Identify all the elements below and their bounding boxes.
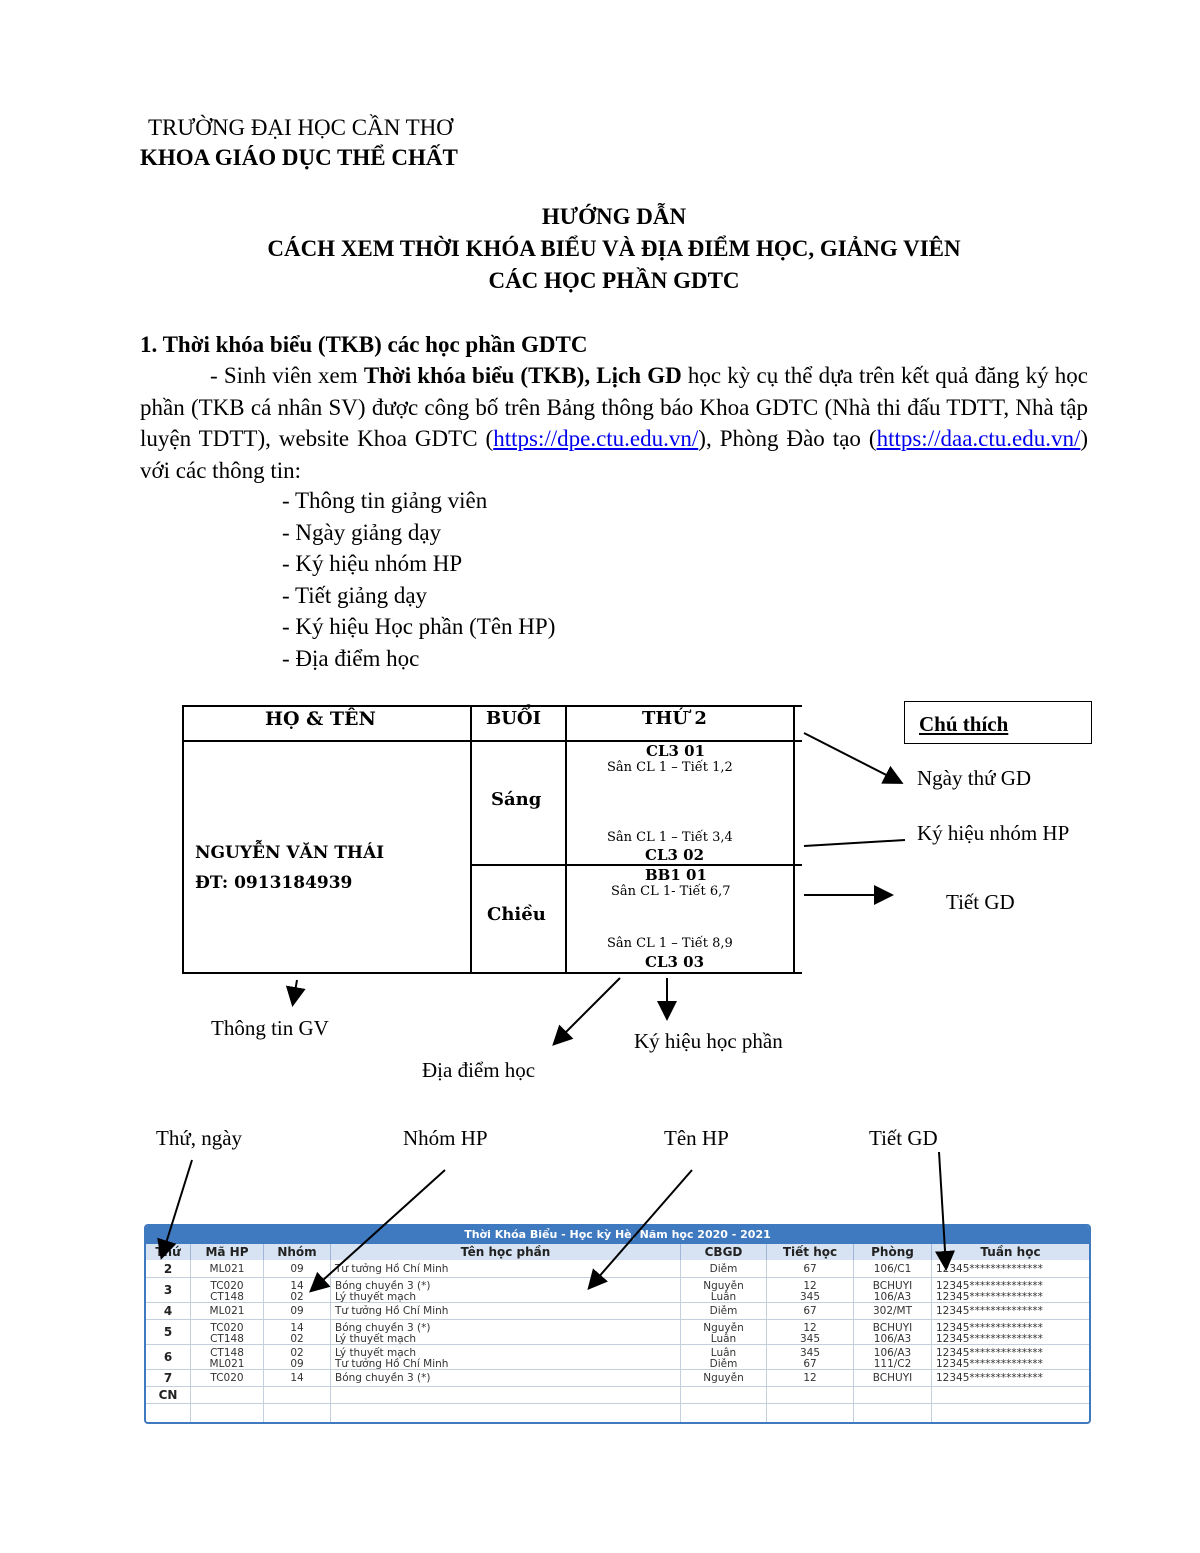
timetable-cell: 302/MT bbox=[872, 1305, 913, 1317]
bullet-item: - Ký hiệu Học phần (Tên HP) bbox=[282, 614, 556, 639]
timetable-cell: 111/C2 bbox=[873, 1358, 912, 1370]
timetable-cell: 12345************** bbox=[936, 1358, 1043, 1370]
timetable-cell: 12 bbox=[803, 1372, 817, 1384]
timetable-cell: 12345************** bbox=[936, 1291, 1043, 1303]
timetable-cell: 12345************** bbox=[936, 1347, 1043, 1359]
session-afternoon: Chiều bbox=[487, 904, 546, 925]
timetable-cell: Lý thuyết mạch bbox=[335, 1333, 417, 1345]
timetable-cell: CT148 bbox=[210, 1291, 244, 1303]
label-period: Tiết GD bbox=[869, 1126, 938, 1150]
timetable-cell: 12345************** bbox=[936, 1280, 1043, 1292]
timetable-cell: CT148 bbox=[210, 1333, 244, 1345]
col-name-header: HỌ & TÊN bbox=[265, 708, 376, 730]
intro-end: ) với các thông tin: bbox=[140, 426, 1089, 483]
bullet-item: - Tiết giảng dạy bbox=[282, 583, 428, 608]
label-group: Nhóm HP bbox=[403, 1126, 488, 1150]
timetable-cell: TC020 bbox=[210, 1280, 244, 1292]
timetable-cell: TC020 bbox=[210, 1322, 244, 1334]
afternoon-place-2: Sân CL 1 – Tiết 8,9 bbox=[607, 936, 733, 951]
intro-bold: Thời khóa biểu (TKB), Lịch GD bbox=[363, 363, 682, 388]
timetable-cell: 12 bbox=[803, 1322, 817, 1334]
timetable-cell: 67 bbox=[803, 1263, 817, 1275]
timetable-cell: 14 bbox=[290, 1322, 304, 1334]
timetable-cell: Bóng chuyền 3 (*) bbox=[335, 1372, 431, 1384]
timetable-day: 7 bbox=[163, 1371, 173, 1385]
timetable-cell: Luân bbox=[710, 1333, 737, 1345]
timetable-cell: 345 bbox=[799, 1347, 821, 1359]
timetable-cell: 02 bbox=[290, 1347, 304, 1359]
timetable-cell: ML021 bbox=[209, 1305, 245, 1317]
intro-mid2: ), Phòng Đào tạo ( bbox=[698, 426, 877, 451]
session-morning: Sáng bbox=[491, 789, 542, 810]
teacher-phone: ĐT: 0913184939 bbox=[195, 873, 353, 893]
timetable-cell: 106/A3 bbox=[873, 1291, 912, 1303]
timetable-day: 2 bbox=[163, 1262, 173, 1276]
th-code: Mã HP bbox=[191, 1244, 264, 1260]
timetable-cell: 67 bbox=[803, 1305, 817, 1317]
section-heading: 1. Thời khóa biểu (TKB) các học phần GDTC bbox=[140, 332, 588, 357]
timetable-cell: 345 bbox=[799, 1333, 821, 1345]
timetable-cell: Nguyễn bbox=[703, 1322, 744, 1334]
teacher-name: NGUYỄN VĂN THÁI bbox=[195, 843, 385, 863]
timetable-cell: ML021 bbox=[209, 1263, 245, 1275]
timetable-day: 3 bbox=[163, 1283, 173, 1297]
morning-group-2: CL3 02 bbox=[645, 846, 705, 864]
afternoon-group-1: BB1 01 bbox=[645, 866, 707, 884]
legend-period: Tiết GD bbox=[946, 890, 1015, 914]
col-day-header: THỨ 2 bbox=[642, 708, 707, 729]
timetable-cell: 345 bbox=[799, 1291, 821, 1303]
timetable-cell: 12345************** bbox=[936, 1263, 1043, 1275]
timetable-cell: 09 bbox=[290, 1263, 304, 1275]
timetable-title: Thời Khóa Biểu - Học kỳ Hè, Năm học 2020 - 2021 bbox=[146, 1226, 1089, 1244]
timetable-cell: Bóng chuyền 3 (*) bbox=[335, 1280, 431, 1292]
arrow-day bbox=[804, 733, 900, 782]
legend-group: Ký hiệu nhóm HP bbox=[917, 821, 1070, 845]
timetable-cell: 106/C1 bbox=[873, 1263, 912, 1275]
timetable-cell: 106/A3 bbox=[873, 1347, 912, 1359]
intro-prefix: - Sinh viên xem bbox=[210, 363, 364, 388]
timetable-cell: 106/A3 bbox=[873, 1333, 912, 1345]
timetable-day: 4 bbox=[163, 1304, 173, 1318]
timetable-cell: 02 bbox=[290, 1291, 304, 1303]
th-period: Tiết học bbox=[767, 1244, 854, 1260]
th-room: Phòng bbox=[854, 1244, 932, 1260]
timetable-cell: 14 bbox=[290, 1280, 304, 1292]
arrow-place bbox=[555, 978, 620, 1043]
bullet-item: - Thông tin giảng viên bbox=[282, 488, 488, 513]
timetable-cell: Tư tưởng Hồ Chí Minh bbox=[335, 1358, 449, 1370]
faculty-name: KHOA GIÁO DỤC THỂ CHẤT bbox=[140, 145, 458, 170]
timetable-cell: CT148 bbox=[210, 1347, 244, 1359]
label-day: Thứ, ngày bbox=[156, 1126, 243, 1150]
timetable-cell: Tư tưởng Hồ Chí Minh bbox=[335, 1263, 449, 1275]
timetable-day: 6 bbox=[163, 1350, 173, 1364]
timetable-cell: 09 bbox=[290, 1305, 304, 1317]
timetable-cell: Diễm bbox=[709, 1305, 738, 1317]
timetable-cell: Diễm bbox=[709, 1358, 738, 1370]
timetable-cell: 14 bbox=[290, 1372, 304, 1384]
timetable-cell: BCHUYI bbox=[872, 1322, 913, 1334]
timetable-cell: 12345************** bbox=[936, 1372, 1043, 1384]
timetable-cell: BCHUYI bbox=[872, 1372, 913, 1384]
arrow-tt-group bbox=[312, 1170, 445, 1290]
th-lecturer: CBGD bbox=[681, 1244, 767, 1260]
legend-course: Ký hiệu học phần bbox=[634, 1029, 783, 1053]
arrow-tt-course bbox=[590, 1170, 692, 1287]
timetable-cell: Nguyễn bbox=[703, 1280, 744, 1292]
afternoon-place-1: Sân CL 1- Tiết 6,7 bbox=[611, 884, 731, 899]
title-line-1: HƯỚNG DẪN bbox=[541, 204, 687, 229]
timetable-cell: Lý thuyết mạch bbox=[335, 1291, 417, 1303]
timetable-day: CN bbox=[158, 1388, 178, 1402]
legend-place: Địa điểm học bbox=[422, 1058, 536, 1082]
intro-mid: học kỳ cụ thể dựa trên kết quả đăng ký học phần (TKB cá nhân SV) được công bố trên Bảng thông báo Khoa GDTC (Nhà thi đấu TDTT, Nhà tập luyện TDTT), website Khoa GDTC ( bbox=[140, 363, 1089, 451]
th-group: Nhóm bbox=[264, 1244, 331, 1260]
title-line-3: CÁC HỌC PHẦN GDTC bbox=[488, 268, 740, 293]
timetable-cell: 67 bbox=[803, 1358, 817, 1370]
bullet-item: - Địa điểm học bbox=[282, 646, 420, 671]
arrow-tt-day bbox=[162, 1160, 192, 1256]
col-session-header: BUỔI bbox=[486, 708, 542, 729]
legend-day: Ngày thứ GD bbox=[917, 766, 1032, 790]
timetable-day: 5 bbox=[163, 1325, 173, 1339]
timetable-cell: Lý thuyết mạch bbox=[335, 1347, 417, 1359]
morning-place-1: Sân CL 1 – Tiết 1,2 bbox=[607, 760, 733, 775]
th-weeks: Tuần học bbox=[932, 1244, 1089, 1260]
university-name: TRƯỜNG ĐẠI HỌC CẦN THƠ bbox=[148, 115, 453, 140]
timetable-cell: 02 bbox=[290, 1333, 304, 1345]
arrow-tt-period bbox=[939, 1152, 946, 1267]
timetable-cell: ML021 bbox=[209, 1358, 245, 1370]
timetable-cell: Luân bbox=[710, 1291, 737, 1303]
timetable-cell: Bóng chuyền 3 (*) bbox=[335, 1322, 431, 1334]
arrow-group bbox=[804, 840, 905, 846]
timetable-cell: 12345************** bbox=[936, 1322, 1043, 1334]
arrow-teacher bbox=[293, 980, 297, 1003]
timetable-cell: TC020 bbox=[210, 1372, 244, 1384]
bullet-item: - Ký hiệu nhóm HP bbox=[282, 551, 463, 576]
morning-place-2: Sân CL 1 – Tiết 3,4 bbox=[607, 830, 733, 845]
timetable-cell: Luân bbox=[710, 1347, 737, 1359]
timetable-cell: 09 bbox=[290, 1358, 304, 1370]
timetable-cell: 12345************** bbox=[936, 1305, 1043, 1317]
legend-title: Chú thích bbox=[919, 712, 1009, 736]
timetable-cell: Diễm bbox=[709, 1263, 738, 1275]
title-line-2: CÁCH XEM THỜI KHÓA BIỂU VÀ ĐỊA ĐIỂM HỌC, GIẢNG VIÊN bbox=[267, 236, 961, 261]
morning-group-1: CL3 01 bbox=[646, 742, 706, 760]
label-course: Tên HP bbox=[664, 1126, 729, 1150]
timetable-cell: 12 bbox=[803, 1280, 817, 1292]
legend-teacher: Thông tin GV bbox=[211, 1016, 329, 1040]
bullet-item: - Ngày giảng dạy bbox=[282, 520, 442, 545]
link-dpe[interactable]: https://dpe.ctu.edu.vn/ bbox=[493, 426, 699, 451]
th-course-name: Tên học phần bbox=[331, 1244, 681, 1260]
link-daa[interactable]: https://daa.ctu.edu.vn/ bbox=[876, 426, 1081, 451]
timetable-cell: BCHUYI bbox=[872, 1280, 913, 1292]
timetable-cell: Tư tưởng Hồ Chí Minh bbox=[335, 1305, 449, 1317]
th-day: Thứ bbox=[146, 1244, 191, 1260]
timetable-cell: 12345************** bbox=[936, 1333, 1043, 1345]
afternoon-group-2: CL3 03 bbox=[645, 953, 705, 971]
timetable-cell: Nguyễn bbox=[703, 1372, 744, 1384]
